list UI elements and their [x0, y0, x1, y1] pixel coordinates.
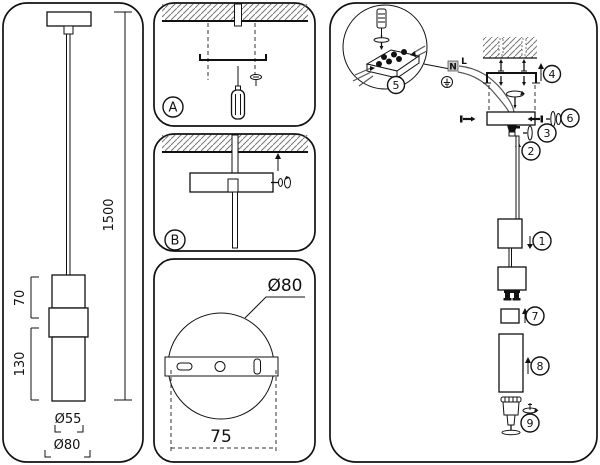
dim-canopy-diameter-label: Ø80 — [53, 438, 81, 453]
callout-b — [165, 230, 185, 250]
rod-socket — [228, 179, 238, 192]
dim-face-diameter-label: Ø80 — [267, 276, 303, 296]
part-2-label: 2 — [527, 145, 535, 158]
part-9-badge — [521, 414, 539, 432]
part-9-label: 9 — [526, 417, 534, 430]
cord — [516, 136, 519, 219]
part-7-badge — [522, 307, 544, 325]
lamp-upper-body — [52, 275, 85, 308]
part-4-label: 4 — [548, 68, 556, 81]
part-7-label: 7 — [531, 310, 539, 323]
callout-a-label: A — [168, 100, 178, 116]
mounting-bar — [165, 357, 278, 376]
ceiling — [483, 37, 537, 58]
canopy — [487, 112, 535, 125]
lamp-cord — [67, 34, 71, 275]
part-8-shade — [499, 334, 523, 392]
anchor-slot-left — [499, 39, 503, 55]
part-5-label: 5 — [392, 79, 400, 92]
part-8-label: 8 — [536, 360, 544, 373]
wire-neutral-label: N — [449, 62, 457, 73]
callout-b-label: B — [170, 233, 180, 249]
cord-short — [509, 248, 512, 267]
dim-lower-section-label: 130 — [13, 351, 28, 377]
anchor-slot-right — [522, 39, 526, 55]
part-3-label: 3 — [543, 127, 551, 140]
part-6-label: 6 — [566, 112, 574, 125]
panel-step-a — [153, 2, 316, 127]
canopy-stem — [64, 26, 73, 34]
rod — [233, 192, 238, 248]
wire-live-label: L — [461, 57, 467, 67]
dim-total-height-label: 1500 — [102, 198, 117, 232]
ceiling-wire-tube — [232, 135, 238, 173]
panel-canopy-face — [153, 258, 316, 463]
callout-a — [163, 97, 183, 117]
dim-upper-section-label: 70 — [13, 289, 28, 307]
ceiling-wire-tube — [235, 4, 242, 26]
lamp-ring — [49, 308, 88, 337]
panel-step-b — [153, 133, 316, 252]
part-1-label: 1 — [538, 235, 546, 248]
dim-hole-spacing-label: 75 — [210, 427, 232, 447]
part-5-badge — [388, 77, 405, 94]
lamp-shade — [52, 337, 85, 401]
lamp-canopy — [47, 12, 91, 26]
dim-shade-diameter-label: Ø55 — [54, 412, 82, 427]
panel-dimensions — [2, 2, 144, 463]
panel-assembly — [329, 2, 598, 463]
part-7-ring — [501, 309, 519, 323]
part-1-upper-body — [498, 219, 522, 248]
socket-housing — [498, 267, 526, 290]
